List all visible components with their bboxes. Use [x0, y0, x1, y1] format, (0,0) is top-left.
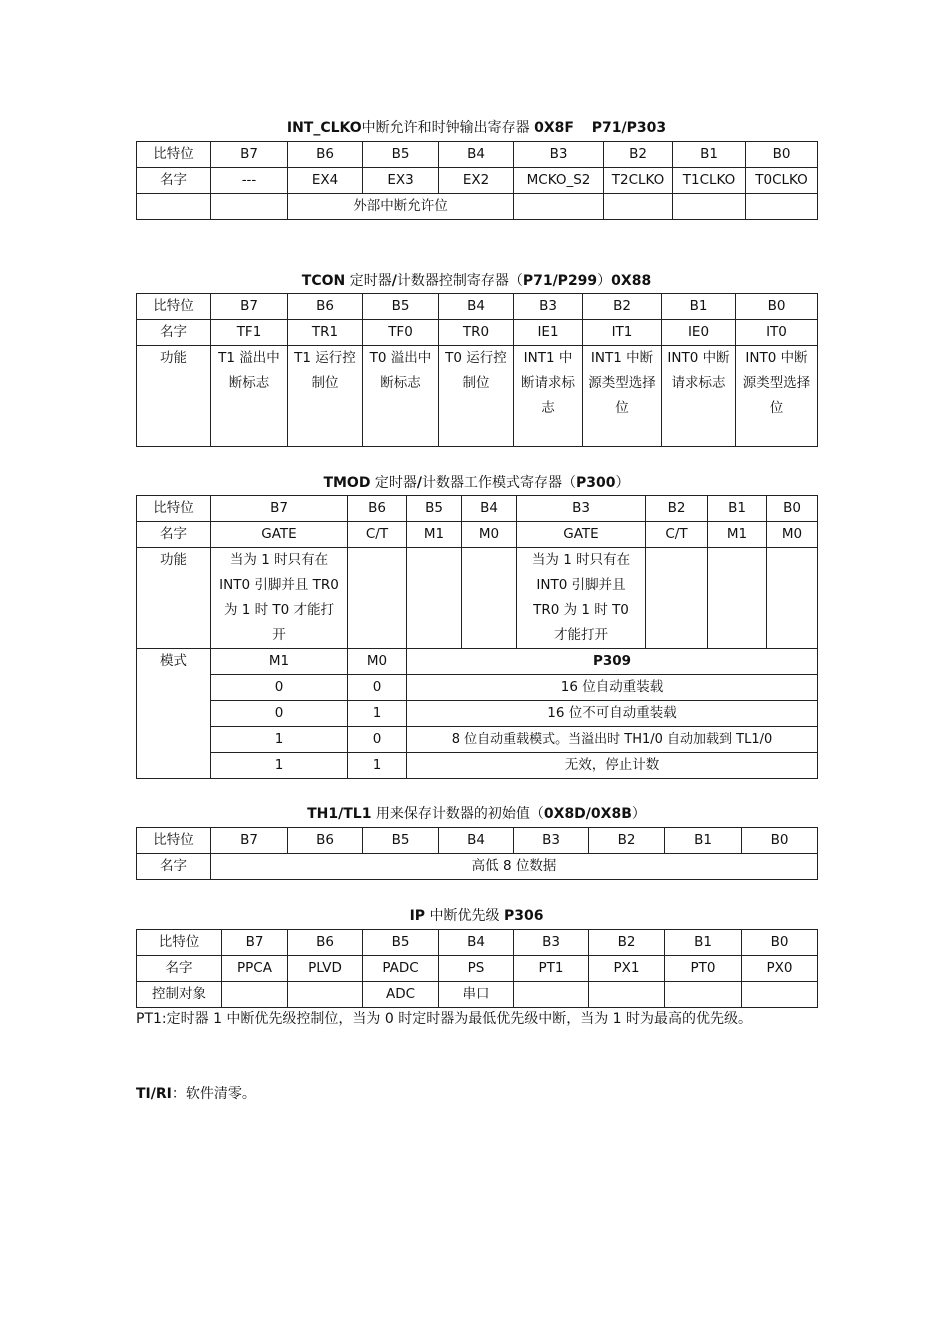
name-cell: T2CLKO — [604, 168, 673, 194]
name-cell: GATE — [211, 522, 348, 548]
mode-m1: 0 — [211, 701, 348, 727]
empty-cell — [673, 194, 746, 220]
bit-cell: B0 — [742, 828, 818, 854]
bit-cell: B6 — [288, 294, 363, 320]
name-cell: IE0 — [662, 320, 736, 346]
mode-m0: 1 — [348, 753, 407, 779]
bit-cell: B7 — [211, 294, 288, 320]
ctrl-cell — [222, 982, 288, 1008]
bit-cell: B3 — [514, 930, 589, 956]
func-label: 功能 — [137, 346, 211, 447]
name-cell: IT1 — [583, 320, 662, 346]
name-cell: M1 — [407, 522, 462, 548]
bit-cell: B6 — [288, 828, 363, 854]
name-cell: EX4 — [288, 168, 363, 194]
mode-desc: 16 位不可自动重装载 — [407, 701, 818, 727]
bit-cell: B1 — [708, 496, 767, 522]
ctrl-cell — [742, 982, 818, 1008]
name-cell: PX0 — [742, 956, 818, 982]
bit-cell: B0 — [746, 142, 818, 168]
int-clko-title: INT_CLKO中断允许和时钟输出寄存器 0X8F P71/P303 — [286, 120, 667, 136]
mode-desc: 无效，停止计数 — [407, 753, 818, 779]
tcon-names-row — [137, 320, 818, 346]
mode-m0: 0 — [348, 675, 407, 701]
empty-cell — [746, 194, 818, 220]
bit-cell: B0 — [767, 496, 818, 522]
name-cell: M0 — [462, 522, 517, 548]
name-cell: PS — [439, 956, 514, 982]
bit-cell: B5 — [363, 930, 439, 956]
tiri-text: ：软件清零。 — [171, 1086, 256, 1102]
tmod-mode-header-row — [137, 649, 818, 675]
ctrl-cell — [589, 982, 665, 1008]
tmod-table — [136, 495, 818, 779]
tmod-mode-row — [137, 753, 818, 779]
bit-cell: B2 — [583, 294, 662, 320]
name-cell: TR0 — [439, 320, 514, 346]
int-clko-bits-row — [137, 142, 818, 168]
empty-cell — [767, 548, 818, 649]
bit-cell: B7 — [211, 828, 288, 854]
bit-cell: B3 — [514, 142, 604, 168]
name-cell: EX2 — [439, 168, 514, 194]
ctrl-cell — [288, 982, 363, 1008]
bit-cell: B5 — [363, 142, 439, 168]
name-cell: M0 — [767, 522, 818, 548]
tiri-label: TI/RI — [136, 1086, 172, 1102]
bits-label: 比特位 — [137, 142, 211, 168]
names-label: 名字 — [137, 956, 222, 982]
bit-cell: B0 — [742, 930, 818, 956]
name-cell: PADC — [363, 956, 439, 982]
name-cell: C/T — [646, 522, 708, 548]
data-label: 高低 8 位数据 — [211, 854, 818, 880]
ctrl-cell: 串口 — [439, 982, 514, 1008]
func-cell: T0 溢出中断标志 — [363, 346, 439, 447]
mode-m1-header: M1 — [211, 649, 348, 675]
name-cell: EX3 — [363, 168, 439, 194]
name-cell: IE1 — [514, 320, 583, 346]
names-label: 名字 — [137, 168, 211, 194]
bit-cell: B2 — [646, 496, 708, 522]
func-cell: T0 运行控制位 — [439, 346, 514, 447]
empty-cell — [514, 194, 604, 220]
empty-cell — [462, 548, 517, 649]
bit-cell: B6 — [288, 142, 363, 168]
func-cell: INT0 中断源类型选择位 — [736, 346, 818, 447]
name-cell: TF1 — [211, 320, 288, 346]
bit-cell: B5 — [363, 828, 439, 854]
ip-table — [136, 929, 818, 1008]
bit-cell: B4 — [439, 142, 514, 168]
mode-m1: 1 — [211, 727, 348, 753]
int-clko-table — [136, 141, 818, 220]
pt1-note: PT1:定时器 1 中断优先级控制位，当为 0 时定时器为最低优先级中断，当为 1 时为最高的优先级。 — [136, 1011, 753, 1027]
name-cell: T0CLKO — [746, 168, 818, 194]
bit-cell: B4 — [439, 930, 514, 956]
bit-cell: B0 — [736, 294, 818, 320]
mode-label: 模式 — [137, 649, 211, 779]
int-clko-func-row — [137, 194, 818, 220]
tmod-mode-row — [137, 675, 818, 701]
ip-ctrl-row — [137, 982, 818, 1008]
func-cell: T1 溢出中断标志 — [211, 346, 288, 447]
name-cell: PT1 — [514, 956, 589, 982]
th1tl1-title: TH1/TL1 用来保存计数器的初始值（0X8D/0X8B） — [307, 806, 646, 822]
bits-label: 比特位 — [137, 294, 211, 320]
tmod-names-row — [137, 522, 818, 548]
func-cell-b3: 当为 1 时只有在 INT0 引脚并且 TR0 为 1 时 T0 才能打开 — [517, 548, 646, 649]
tmod-bits-row — [137, 496, 818, 522]
tmod-mode-row — [137, 727, 818, 753]
empty-cell — [604, 194, 673, 220]
bit-cell: B7 — [222, 930, 288, 956]
tcon-func-row — [137, 346, 818, 447]
func-cell: INT0 中断请求标志 — [662, 346, 736, 447]
names-label: 名字 — [137, 320, 211, 346]
bit-cell: B3 — [517, 496, 646, 522]
tmod-mode-row — [137, 701, 818, 727]
th1tl1-table — [136, 827, 818, 880]
bit-cell: B1 — [665, 828, 742, 854]
bit-cell: B1 — [673, 142, 746, 168]
bits-label: 比特位 — [137, 496, 211, 522]
bit-cell: B1 — [662, 294, 736, 320]
empty-cell — [348, 548, 407, 649]
ctrl-cell — [665, 982, 742, 1008]
empty-cell — [407, 548, 462, 649]
name-cell: TR1 — [288, 320, 363, 346]
name-cell: --- — [211, 168, 288, 194]
th1tl1-bits-row — [137, 828, 818, 854]
tcon-title: TCON 定时器/计数器控制寄存器（P71/P299）0X88 — [301, 273, 652, 289]
func-label: 功能 — [137, 548, 211, 649]
bit-cell: B4 — [439, 294, 514, 320]
func-cell: INT1 中断请求标志 — [514, 346, 583, 447]
name-cell: M1 — [708, 522, 767, 548]
bit-cell: B2 — [589, 930, 665, 956]
bit-cell: B2 — [604, 142, 673, 168]
th1tl1-names-row — [137, 854, 818, 880]
func-cell-b7: 当为 1 时只有在 INT0 引脚并且 TR0 为 1 时 T0 才能打开 — [211, 548, 348, 649]
empty-cell — [137, 194, 211, 220]
bit-cell: B7 — [211, 496, 348, 522]
ip-title: IP 中断优先级 P306 — [409, 908, 544, 924]
mode-page-ref: P309 — [407, 649, 818, 675]
names-label: 名字 — [137, 522, 211, 548]
bits-label: 比特位 — [137, 930, 222, 956]
bit-cell: B6 — [288, 930, 363, 956]
ip-bits-row — [137, 930, 818, 956]
mode-m0: 1 — [348, 701, 407, 727]
bit-cell: B5 — [407, 496, 462, 522]
mode-m0: 0 — [348, 727, 407, 753]
ctrl-cell — [514, 982, 589, 1008]
bit-cell: B3 — [514, 294, 583, 320]
name-cell: TF0 — [363, 320, 439, 346]
tiri-note — [136, 1082, 817, 1107]
func-cell: INT1 中断源类型选择位 — [583, 346, 662, 447]
ctrl-cell: ADC — [363, 982, 439, 1008]
func-cell: T1 运行控制位 — [288, 346, 363, 447]
ext-interrupt-label: 外部中断允许位 — [288, 194, 514, 220]
bits-label: 比特位 — [137, 828, 211, 854]
tmod-func-row — [137, 548, 818, 649]
name-cell: MCKO_S2 — [514, 168, 604, 194]
mode-desc: 8 位自动重载模式。当溢出时 TH1/0 自动加载到 TL1/0 — [407, 727, 818, 753]
bit-cell: B7 — [211, 142, 288, 168]
name-cell: GATE — [517, 522, 646, 548]
mode-desc: 16 位自动重装载 — [407, 675, 818, 701]
ctrl-label: 控制对象 — [137, 982, 222, 1008]
names-label: 名字 — [137, 854, 211, 880]
name-cell: PPCA — [222, 956, 288, 982]
bit-cell: B3 — [514, 828, 589, 854]
tmod-title: TMOD 定时器/计数器工作模式寄存器（P300） — [323, 475, 630, 491]
empty-cell — [211, 194, 288, 220]
tcon-bits-row — [137, 294, 818, 320]
bit-cell: B6 — [348, 496, 407, 522]
bit-cell: B5 — [363, 294, 439, 320]
empty-cell — [708, 548, 767, 649]
name-cell: C/T — [348, 522, 407, 548]
mode-m0-header: M0 — [348, 649, 407, 675]
bit-cell: B2 — [589, 828, 665, 854]
mode-m1: 1 — [211, 753, 348, 779]
tcon-table — [136, 293, 818, 447]
mode-m1: 0 — [211, 675, 348, 701]
bit-cell: B4 — [439, 828, 514, 854]
name-cell: PLVD — [288, 956, 363, 982]
bit-cell: B1 — [665, 930, 742, 956]
name-cell: IT0 — [736, 320, 818, 346]
ip-names-row — [137, 956, 818, 982]
name-cell: T1CLKO — [673, 168, 746, 194]
name-cell: PT0 — [665, 956, 742, 982]
int-clko-names-row — [137, 168, 818, 194]
name-cell: PX1 — [589, 956, 665, 982]
empty-cell — [646, 548, 708, 649]
bit-cell: B4 — [462, 496, 517, 522]
